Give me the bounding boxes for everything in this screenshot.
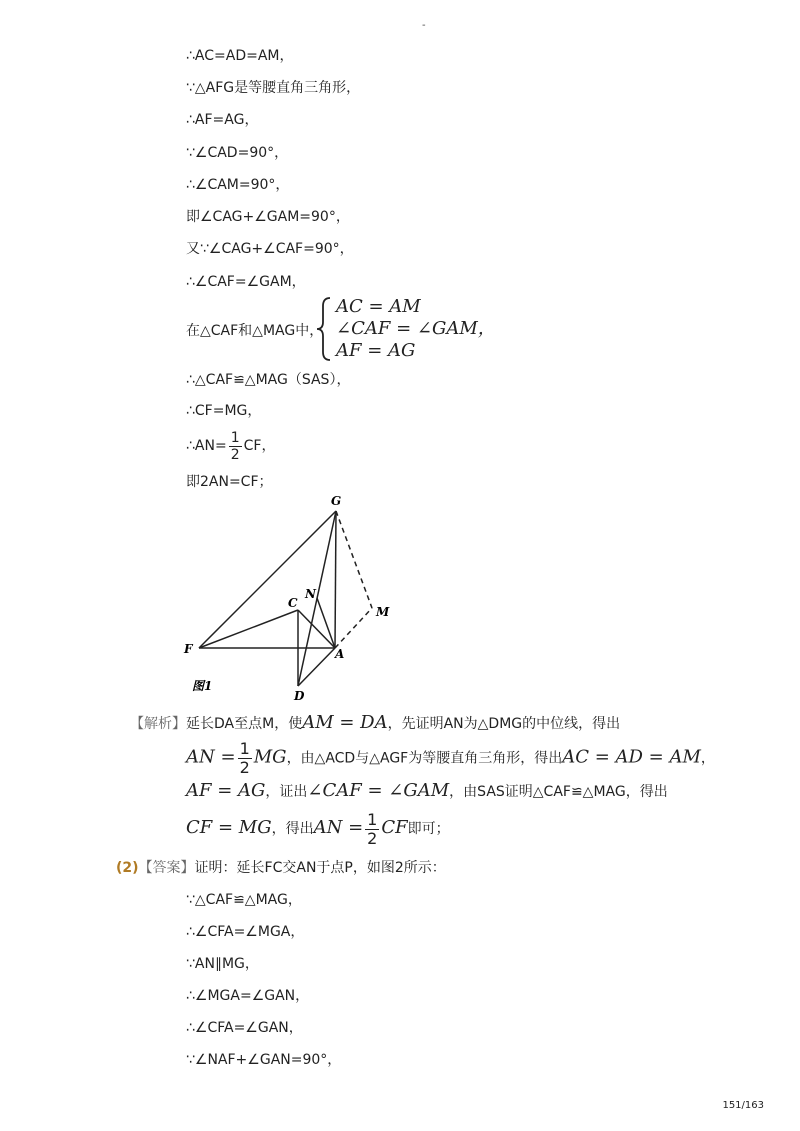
analysis-math: CF = MG xyxy=(186,817,272,838)
fraction-numerator: 1 xyxy=(367,809,378,829)
segment-ca xyxy=(298,610,335,648)
analysis-math: AM = DA xyxy=(302,712,388,733)
label-f: F xyxy=(184,642,193,656)
analysis-section xyxy=(130,706,720,848)
analysis-row-1 xyxy=(130,706,720,740)
label-n: N xyxy=(305,587,316,601)
analysis-math: CF xyxy=(381,817,408,838)
part2-text: 证明：延长FC交AN于点P，如图2所示： xyxy=(194,860,446,876)
system-eq-2: ∠CAF = ∠GAM， xyxy=(336,318,496,339)
analysis-math: AF = AG xyxy=(186,780,266,801)
fraction-denominator: 2 xyxy=(230,446,240,463)
proof-line: ∵AN∥MG， xyxy=(186,956,259,972)
analysis-text: 即可； xyxy=(407,821,450,837)
segment-da xyxy=(298,648,335,686)
fraction-half xyxy=(238,740,252,777)
analysis-text: ，先证明AN为△DMG的中位线，得出 xyxy=(387,716,621,732)
system-eq-1: AC = AM xyxy=(336,296,421,317)
an-prefix: ∴AN= xyxy=(186,438,227,454)
part-number: (2) xyxy=(116,860,139,876)
fraction-denominator: 2 xyxy=(239,758,250,777)
segment-am-dashed xyxy=(335,608,372,648)
segment-ga xyxy=(335,511,336,648)
proof-line: ∴∠CAM=90°， xyxy=(186,177,290,193)
segment-na xyxy=(317,598,335,648)
proof-line: ∵∠NAF+∠GAN=90°， xyxy=(186,1052,342,1068)
proof-line: ∵△CAF≌△MAG， xyxy=(186,892,302,908)
proof-line: ∴∠CFA=∠MGA， xyxy=(186,924,305,940)
analysis-text: 延长DA至点M，使 xyxy=(186,716,303,732)
label-a: A xyxy=(335,647,345,661)
segment-fc xyxy=(199,610,298,648)
system-label: 在△CAF和△MAG中， xyxy=(186,323,324,339)
proof-line: 即∠CAG+∠GAM=90°， xyxy=(186,209,350,225)
header-mark: - xyxy=(422,20,426,31)
fraction-half xyxy=(365,811,379,848)
proof-line: ∴∠CFA=∠GAN， xyxy=(186,1020,303,1036)
fraction-numerator: 1 xyxy=(239,739,250,758)
analysis-row-2 xyxy=(130,739,720,777)
label-m: M xyxy=(376,605,390,619)
fraction-denominator: 2 xyxy=(367,828,378,848)
analysis-math: MG xyxy=(253,746,287,768)
analysis-math: AC = AD = AM xyxy=(562,746,701,768)
proof-line: ∴CF=MG， xyxy=(186,403,262,419)
analysis-text: ，由SAS证明△CAF≌△MAG，得出 xyxy=(449,784,668,800)
label-c: C xyxy=(288,596,298,610)
fraction-numerator: 1 xyxy=(230,429,240,446)
segment-gm-dashed xyxy=(336,511,372,608)
analysis-text: ，由△ACD与△AGF为等腰直角三角形，得出 xyxy=(286,750,563,767)
analysis-text: ，得出 xyxy=(271,821,314,837)
fraction-half xyxy=(229,430,242,463)
proof-line: ∵△AFG是等腰直角三角形， xyxy=(186,80,361,96)
analysis-row-3 xyxy=(130,774,720,808)
label-g: G xyxy=(331,494,342,508)
page-number: 151/163 xyxy=(722,1100,764,1111)
figure-caption: 图1 xyxy=(192,679,213,693)
analysis-math: AN = xyxy=(186,746,236,768)
an-suffix: CF， xyxy=(243,438,276,454)
proof-line: ∴∠CAF=∠GAM， xyxy=(186,274,306,290)
part2-heading xyxy=(116,859,446,877)
proof-line: ∵∠CAD=90°， xyxy=(186,145,289,161)
analysis-math: ∠CAF = ∠GAM xyxy=(307,780,450,801)
proof-line: ∴△CAF≌△MAG（SAS）， xyxy=(186,372,351,388)
analysis-tag: 【解析】 xyxy=(130,716,186,732)
analysis-text: ，证出 xyxy=(265,784,308,800)
proof-line: 即2AN=CF； xyxy=(186,474,273,490)
an-fraction-line xyxy=(186,428,275,464)
label-d: D xyxy=(294,689,305,703)
analysis-text: ， xyxy=(700,750,715,767)
geometry-figure xyxy=(180,490,400,710)
analysis-row-4 xyxy=(130,808,720,848)
proof-line: ∴AC=AD=AM， xyxy=(186,48,294,64)
analysis-math: AN = xyxy=(313,817,364,838)
left-brace-icon xyxy=(314,296,334,362)
answer-tag: 【答案】 xyxy=(138,860,195,876)
system-eq-3: AF = AG xyxy=(336,340,416,361)
proof-line: 又∵∠CAG+∠CAF=90°， xyxy=(186,241,354,257)
proof-line: ∴∠MGA=∠GAN， xyxy=(186,988,310,1004)
proof-line: ∴AF=AG， xyxy=(186,112,259,128)
